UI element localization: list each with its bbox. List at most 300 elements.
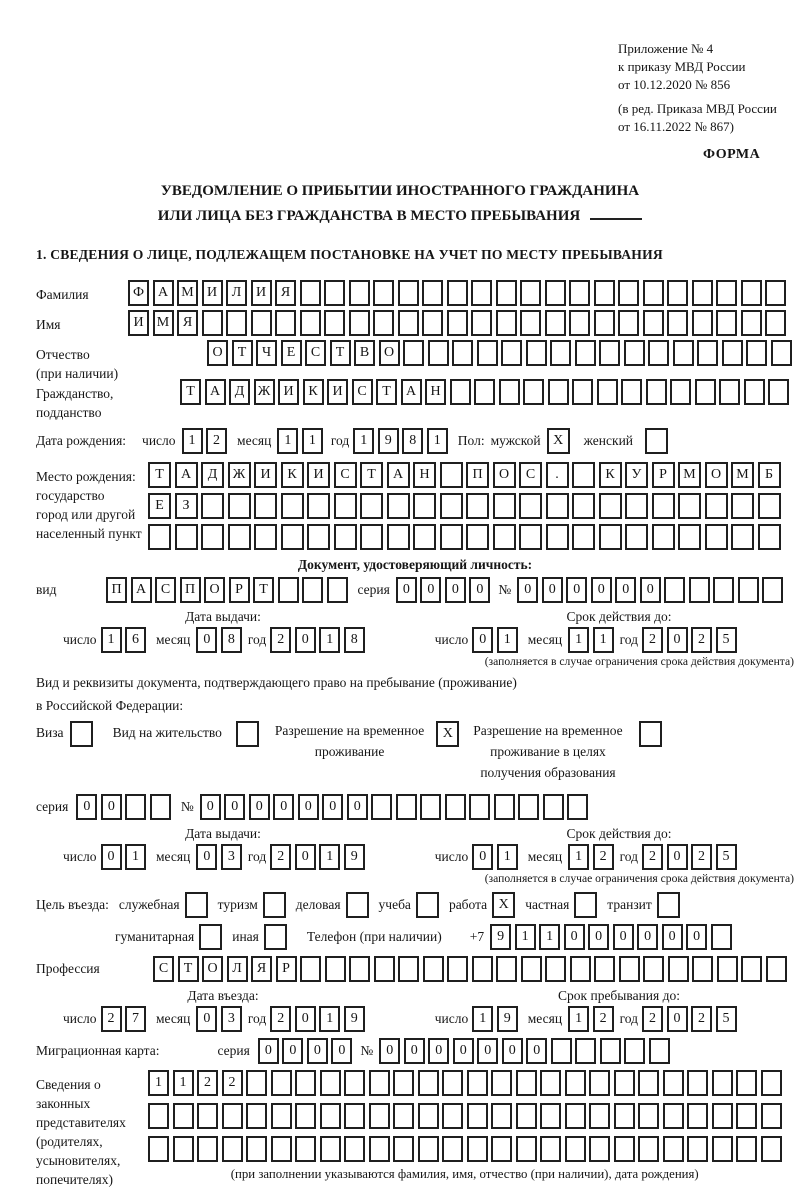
char-cell[interactable] (646, 379, 667, 405)
char-cell[interactable] (618, 280, 639, 306)
char-cell[interactable]: М (153, 310, 174, 336)
char-cell[interactable]: 1 (319, 627, 340, 653)
char-cell[interactable] (550, 340, 571, 366)
char-cell[interactable] (324, 280, 345, 306)
char-cell[interactable] (526, 340, 547, 366)
char-cell[interactable]: 0 (379, 1038, 400, 1064)
char-cell[interactable] (638, 1070, 659, 1096)
char-cell[interactable]: Ч (256, 340, 277, 366)
purpose-transit-checkbox[interactable] (657, 892, 680, 918)
char-cell[interactable] (570, 956, 591, 982)
char-cell[interactable]: 0 (566, 577, 587, 603)
char-cell[interactable] (761, 1103, 782, 1129)
char-cell[interactable]: Р (652, 462, 675, 488)
char-cell[interactable] (228, 493, 251, 519)
char-cell[interactable] (738, 577, 759, 603)
char-cell[interactable]: 0 (295, 627, 316, 653)
char-cell[interactable] (403, 340, 424, 366)
char-cell[interactable] (614, 1103, 635, 1129)
char-cell[interactable] (717, 956, 738, 982)
char-cell[interactable]: 0 (298, 794, 319, 820)
char-cell[interactable]: О (202, 956, 223, 982)
char-cell[interactable] (663, 1103, 684, 1129)
char-cell[interactable] (360, 493, 383, 519)
char-cell[interactable] (440, 493, 463, 519)
char-cell[interactable] (466, 493, 489, 519)
char-cell[interactable] (575, 340, 596, 366)
char-cell[interactable]: 0 (667, 627, 688, 653)
char-cell[interactable]: 1 (515, 924, 536, 950)
temp-residence-permit-checkbox[interactable]: X (436, 721, 459, 747)
char-cell[interactable]: 9 (497, 1006, 518, 1032)
char-cell[interactable] (175, 524, 198, 550)
char-cell[interactable]: 0 (477, 1038, 498, 1064)
char-cell[interactable]: 2 (270, 1006, 291, 1032)
char-cell[interactable]: 1 (568, 844, 589, 870)
char-cell[interactable] (663, 1136, 684, 1162)
char-cell[interactable] (652, 493, 675, 519)
char-cell[interactable]: 0 (331, 1038, 352, 1064)
char-cell[interactable]: А (387, 462, 410, 488)
char-cell[interactable] (518, 794, 539, 820)
char-cell[interactable] (618, 310, 639, 336)
visa-checkbox[interactable] (70, 721, 93, 747)
char-cell[interactable] (271, 1136, 292, 1162)
char-cell[interactable] (572, 379, 593, 405)
char-cell[interactable]: 0 (667, 1006, 688, 1032)
char-cell[interactable] (667, 280, 688, 306)
char-cell[interactable]: А (131, 577, 152, 603)
char-cell[interactable] (624, 1038, 645, 1064)
char-cell[interactable] (664, 577, 685, 603)
char-cell[interactable] (467, 1136, 488, 1162)
char-cell[interactable] (762, 577, 783, 603)
char-cell[interactable] (771, 340, 792, 366)
female-checkbox[interactable] (645, 428, 668, 454)
char-cell[interactable] (327, 577, 348, 603)
char-cell[interactable] (572, 493, 595, 519)
char-cell[interactable]: 1 (302, 428, 323, 454)
char-cell[interactable]: Н (413, 462, 436, 488)
char-cell[interactable] (687, 1136, 708, 1162)
char-cell[interactable] (150, 794, 171, 820)
char-cell[interactable]: 0 (196, 844, 217, 870)
char-cell[interactable] (599, 524, 622, 550)
char-cell[interactable]: С (352, 379, 373, 405)
char-cell[interactable] (736, 1070, 757, 1096)
char-cell[interactable]: 2 (593, 844, 614, 870)
char-cell[interactable]: Л (227, 956, 248, 982)
char-cell[interactable] (687, 1070, 708, 1096)
char-cell[interactable]: 1 (173, 1070, 194, 1096)
char-cell[interactable]: 0 (101, 844, 122, 870)
char-cell[interactable] (413, 493, 436, 519)
char-cell[interactable] (271, 1070, 292, 1096)
char-cell[interactable]: 0 (613, 924, 634, 950)
char-cell[interactable] (418, 1070, 439, 1096)
char-cell[interactable] (496, 310, 517, 336)
char-cell[interactable]: 9 (490, 924, 511, 950)
char-cell[interactable] (493, 524, 516, 550)
char-cell[interactable]: М (678, 462, 701, 488)
char-cell[interactable] (643, 310, 664, 336)
char-cell[interactable]: 9 (344, 1006, 365, 1032)
char-cell[interactable] (731, 493, 754, 519)
char-cell[interactable] (572, 524, 595, 550)
char-cell[interactable]: 0 (640, 577, 661, 603)
char-cell[interactable]: О (705, 462, 728, 488)
char-cell[interactable] (712, 1103, 733, 1129)
char-cell[interactable] (320, 1070, 341, 1096)
char-cell[interactable]: М (177, 280, 198, 306)
char-cell[interactable] (569, 310, 590, 336)
char-cell[interactable]: 0 (258, 1038, 279, 1064)
char-cell[interactable]: 0 (200, 794, 221, 820)
char-cell[interactable] (471, 310, 492, 336)
char-cell[interactable] (373, 280, 394, 306)
purpose-official-checkbox[interactable] (185, 892, 208, 918)
char-cell[interactable]: 0 (224, 794, 245, 820)
char-cell[interactable] (741, 956, 762, 982)
char-cell[interactable]: С (155, 577, 176, 603)
char-cell[interactable]: 0 (420, 577, 441, 603)
char-cell[interactable] (373, 310, 394, 336)
char-cell[interactable] (452, 340, 473, 366)
char-cell[interactable]: 5 (716, 1006, 737, 1032)
char-cell[interactable]: 1 (148, 1070, 169, 1096)
char-cell[interactable]: 0 (542, 577, 563, 603)
char-cell[interactable] (697, 340, 718, 366)
char-cell[interactable]: З (175, 493, 198, 519)
char-cell[interactable]: 1 (319, 844, 340, 870)
char-cell[interactable]: 1 (472, 1006, 493, 1032)
char-cell[interactable] (278, 577, 299, 603)
char-cell[interactable]: А (153, 280, 174, 306)
char-cell[interactable] (300, 280, 321, 306)
char-cell[interactable] (344, 1070, 365, 1096)
char-cell[interactable] (594, 310, 615, 336)
char-cell[interactable] (369, 1103, 390, 1129)
char-cell[interactable]: 0 (502, 1038, 523, 1064)
char-cell[interactable] (254, 524, 277, 550)
char-cell[interactable]: 1 (319, 1006, 340, 1032)
char-cell[interactable] (246, 1070, 267, 1096)
char-cell[interactable] (201, 493, 224, 519)
char-cell[interactable] (374, 956, 395, 982)
char-cell[interactable]: У (625, 462, 648, 488)
char-cell[interactable] (678, 493, 701, 519)
char-cell[interactable]: О (207, 340, 228, 366)
char-cell[interactable] (349, 956, 370, 982)
char-cell[interactable] (624, 340, 645, 366)
purpose-study-checkbox[interactable] (416, 892, 439, 918)
char-cell[interactable] (638, 1103, 659, 1129)
char-cell[interactable] (440, 462, 463, 488)
char-cell[interactable]: 2 (642, 1006, 663, 1032)
char-cell[interactable]: П (106, 577, 127, 603)
char-cell[interactable]: 9 (378, 428, 399, 454)
char-cell[interactable] (705, 493, 728, 519)
char-cell[interactable] (600, 1038, 621, 1064)
char-cell[interactable] (413, 524, 436, 550)
char-cell[interactable] (423, 956, 444, 982)
char-cell[interactable] (442, 1103, 463, 1129)
char-cell[interactable]: 0 (295, 844, 316, 870)
char-cell[interactable]: М (731, 462, 754, 488)
char-cell[interactable] (692, 310, 713, 336)
char-cell[interactable] (736, 1136, 757, 1162)
char-cell[interactable]: И (307, 462, 330, 488)
char-cell[interactable] (649, 1038, 670, 1064)
char-cell[interactable] (670, 379, 691, 405)
char-cell[interactable]: 0 (347, 794, 368, 820)
char-cell[interactable]: Т (148, 462, 171, 488)
char-cell[interactable]: . (546, 462, 569, 488)
char-cell[interactable] (589, 1136, 610, 1162)
char-cell[interactable]: Ж (228, 462, 251, 488)
char-cell[interactable]: И (254, 462, 277, 488)
char-cell[interactable] (705, 524, 728, 550)
char-cell[interactable] (516, 1136, 537, 1162)
char-cell[interactable] (692, 280, 713, 306)
char-cell[interactable] (736, 1103, 757, 1129)
char-cell[interactable] (173, 1103, 194, 1129)
char-cell[interactable]: 0 (396, 577, 417, 603)
char-cell[interactable] (325, 956, 346, 982)
char-cell[interactable] (398, 956, 419, 982)
char-cell[interactable]: 0 (196, 627, 217, 653)
char-cell[interactable]: И (251, 280, 272, 306)
char-cell[interactable]: 0 (282, 1038, 303, 1064)
char-cell[interactable]: 6 (125, 627, 146, 653)
char-cell[interactable] (712, 1136, 733, 1162)
char-cell[interactable] (491, 1103, 512, 1129)
char-cell[interactable] (652, 524, 675, 550)
purpose-humanitarian-checkbox[interactable] (199, 924, 222, 950)
char-cell[interactable]: 1 (497, 627, 518, 653)
char-cell[interactable]: С (153, 956, 174, 982)
char-cell[interactable]: 1 (593, 627, 614, 653)
char-cell[interactable]: 2 (642, 627, 663, 653)
char-cell[interactable] (673, 340, 694, 366)
char-cell[interactable] (599, 340, 620, 366)
char-cell[interactable] (369, 1136, 390, 1162)
purpose-tourism-checkbox[interactable] (263, 892, 286, 918)
char-cell[interactable]: 0 (637, 924, 658, 950)
char-cell[interactable]: 0 (615, 577, 636, 603)
char-cell[interactable]: И (128, 310, 149, 336)
char-cell[interactable] (418, 1103, 439, 1129)
char-cell[interactable]: 5 (716, 844, 737, 870)
char-cell[interactable]: 2 (206, 428, 227, 454)
char-cell[interactable]: Т (360, 462, 383, 488)
char-cell[interactable] (246, 1103, 267, 1129)
char-cell[interactable] (393, 1070, 414, 1096)
char-cell[interactable] (761, 1070, 782, 1096)
char-cell[interactable] (768, 379, 789, 405)
char-cell[interactable] (226, 310, 247, 336)
char-cell[interactable] (766, 956, 787, 982)
char-cell[interactable] (625, 524, 648, 550)
char-cell[interactable] (275, 310, 296, 336)
char-cell[interactable]: Д (201, 462, 224, 488)
char-cell[interactable] (393, 1103, 414, 1129)
char-cell[interactable] (302, 577, 323, 603)
char-cell[interactable]: С (519, 462, 542, 488)
char-cell[interactable]: 1 (277, 428, 298, 454)
char-cell[interactable] (499, 379, 520, 405)
char-cell[interactable] (516, 1103, 537, 1129)
char-cell[interactable] (746, 340, 767, 366)
char-cell[interactable] (491, 1070, 512, 1096)
char-cell[interactable] (741, 310, 762, 336)
char-cell[interactable] (496, 956, 517, 982)
char-cell[interactable] (472, 956, 493, 982)
char-cell[interactable] (516, 1070, 537, 1096)
char-cell[interactable]: К (281, 462, 304, 488)
char-cell[interactable] (565, 1103, 586, 1129)
char-cell[interactable]: О (204, 577, 225, 603)
char-cell[interactable]: Р (276, 956, 297, 982)
char-cell[interactable]: А (175, 462, 198, 488)
char-cell[interactable]: К (303, 379, 324, 405)
char-cell[interactable]: 2 (222, 1070, 243, 1096)
char-cell[interactable]: 0 (591, 577, 612, 603)
char-cell[interactable] (369, 1070, 390, 1096)
char-cell[interactable] (589, 1103, 610, 1129)
char-cell[interactable]: Н (425, 379, 446, 405)
char-cell[interactable] (741, 280, 762, 306)
char-cell[interactable]: 1 (353, 428, 374, 454)
char-cell[interactable] (295, 1070, 316, 1096)
char-cell[interactable] (565, 1136, 586, 1162)
char-cell[interactable] (551, 1038, 572, 1064)
char-cell[interactable] (477, 340, 498, 366)
char-cell[interactable] (678, 524, 701, 550)
char-cell[interactable] (546, 524, 569, 550)
char-cell[interactable] (695, 379, 716, 405)
char-cell[interactable] (540, 1136, 561, 1162)
char-cell[interactable]: 0 (249, 794, 270, 820)
char-cell[interactable] (716, 310, 737, 336)
char-cell[interactable]: 0 (404, 1038, 425, 1064)
char-cell[interactable] (251, 310, 272, 336)
char-cell[interactable]: 2 (691, 1006, 712, 1032)
char-cell[interactable]: 9 (344, 844, 365, 870)
male-checkbox[interactable]: X (547, 428, 570, 454)
char-cell[interactable] (692, 956, 713, 982)
char-cell[interactable]: 0 (667, 844, 688, 870)
purpose-work-checkbox[interactable]: X (492, 892, 515, 918)
char-cell[interactable]: 0 (686, 924, 707, 950)
char-cell[interactable]: 0 (662, 924, 683, 950)
char-cell[interactable]: Б (758, 462, 781, 488)
char-cell[interactable] (197, 1136, 218, 1162)
char-cell[interactable] (520, 310, 541, 336)
char-cell[interactable] (545, 956, 566, 982)
purpose-private-checkbox[interactable] (574, 892, 597, 918)
char-cell[interactable]: 0 (295, 1006, 316, 1032)
char-cell[interactable] (420, 794, 441, 820)
char-cell[interactable]: Ж (254, 379, 275, 405)
char-cell[interactable]: 0 (469, 577, 490, 603)
char-cell[interactable] (360, 524, 383, 550)
char-cell[interactable]: Я (251, 956, 272, 982)
char-cell[interactable] (567, 794, 588, 820)
char-cell[interactable] (545, 280, 566, 306)
char-cell[interactable] (228, 524, 251, 550)
char-cell[interactable] (349, 280, 370, 306)
char-cell[interactable] (687, 1103, 708, 1129)
char-cell[interactable] (307, 524, 330, 550)
char-cell[interactable]: 2 (101, 1006, 122, 1032)
char-cell[interactable] (281, 493, 304, 519)
char-cell[interactable] (765, 310, 786, 336)
char-cell[interactable]: 1 (568, 627, 589, 653)
char-cell[interactable] (300, 956, 321, 982)
char-cell[interactable] (716, 280, 737, 306)
purpose-other-checkbox[interactable] (264, 924, 287, 950)
char-cell[interactable] (638, 1136, 659, 1162)
char-cell[interactable] (440, 524, 463, 550)
char-cell[interactable] (758, 493, 781, 519)
char-cell[interactable]: 8 (402, 428, 423, 454)
char-cell[interactable] (494, 794, 515, 820)
char-cell[interactable] (334, 493, 357, 519)
char-cell[interactable]: Т (232, 340, 253, 366)
char-cell[interactable]: 0 (445, 577, 466, 603)
char-cell[interactable] (387, 493, 410, 519)
char-cell[interactable]: Ф (128, 280, 149, 306)
char-cell[interactable]: Е (148, 493, 171, 519)
char-cell[interactable]: 1 (427, 428, 448, 454)
char-cell[interactable] (418, 1136, 439, 1162)
char-cell[interactable]: 1 (568, 1006, 589, 1032)
char-cell[interactable]: 1 (125, 844, 146, 870)
char-cell[interactable] (344, 1103, 365, 1129)
char-cell[interactable]: Т (180, 379, 201, 405)
char-cell[interactable] (614, 1070, 635, 1096)
char-cell[interactable] (300, 310, 321, 336)
char-cell[interactable] (246, 1136, 267, 1162)
char-cell[interactable] (599, 493, 622, 519)
char-cell[interactable] (546, 493, 569, 519)
char-cell[interactable] (450, 379, 471, 405)
char-cell[interactable] (744, 379, 765, 405)
char-cell[interactable] (594, 956, 615, 982)
char-cell[interactable] (619, 956, 640, 982)
char-cell[interactable] (543, 794, 564, 820)
char-cell[interactable]: 0 (307, 1038, 328, 1064)
char-cell[interactable] (519, 493, 542, 519)
char-cell[interactable]: С (334, 462, 357, 488)
char-cell[interactable] (722, 340, 743, 366)
char-cell[interactable] (222, 1103, 243, 1129)
char-cell[interactable]: В (354, 340, 375, 366)
char-cell[interactable]: К (599, 462, 622, 488)
char-cell[interactable] (398, 280, 419, 306)
char-cell[interactable] (565, 1070, 586, 1096)
char-cell[interactable] (320, 1136, 341, 1162)
char-cell[interactable] (467, 1070, 488, 1096)
char-cell[interactable] (519, 524, 542, 550)
char-cell[interactable] (173, 1136, 194, 1162)
char-cell[interactable]: 0 (564, 924, 585, 950)
char-cell[interactable] (271, 1103, 292, 1129)
char-cell[interactable] (334, 524, 357, 550)
char-cell[interactable] (281, 524, 304, 550)
char-cell[interactable]: 1 (539, 924, 560, 950)
